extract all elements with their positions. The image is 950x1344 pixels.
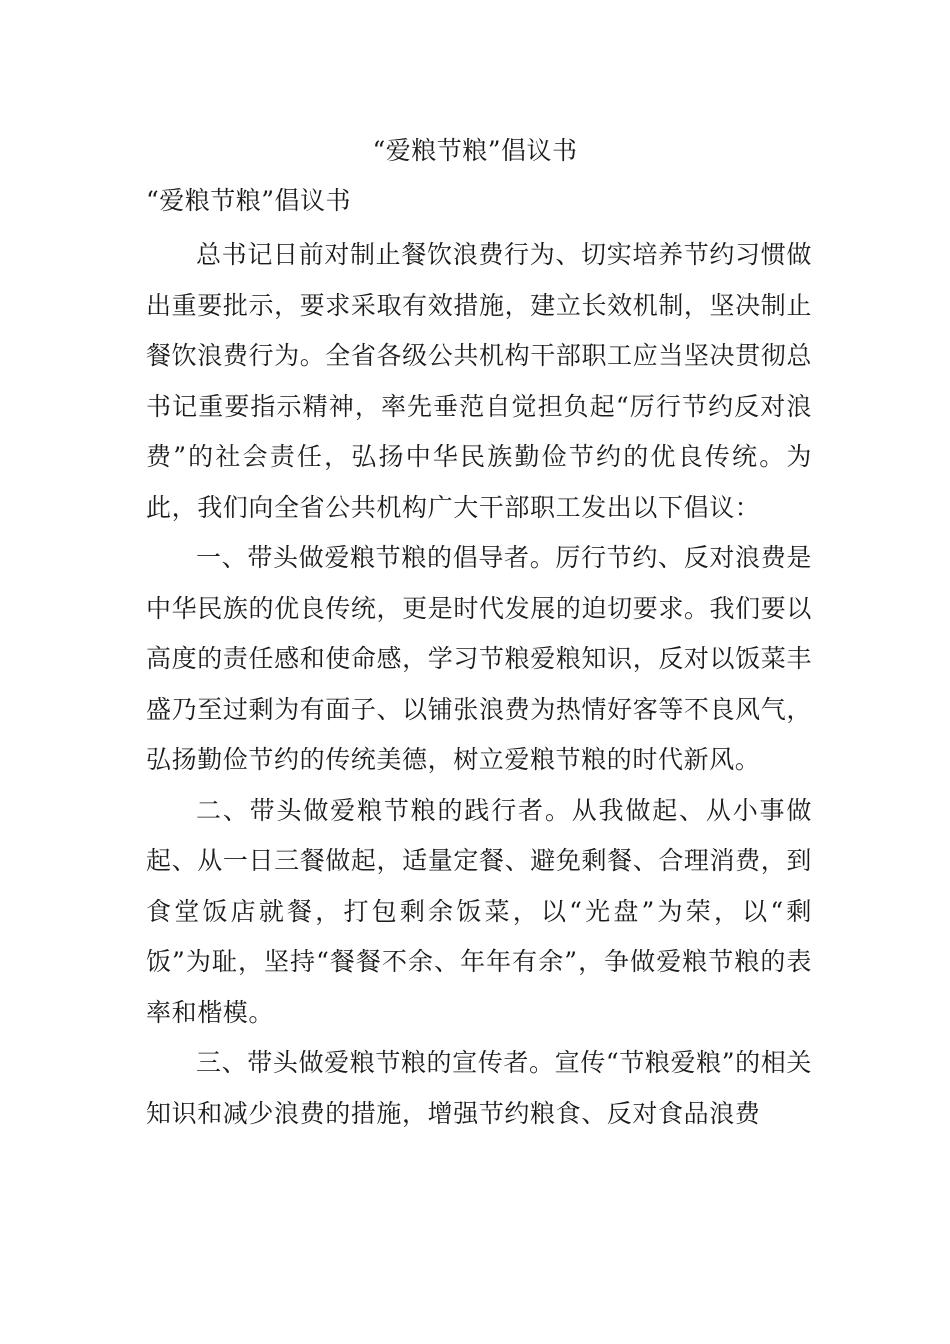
paragraph-item-1: 一、带头做爱粮节粮的倡导者。厉行节约、反对浪费是中华民族的优良传统，更是时代发展的迫切要求。我们要以高度的责任感和使命感，学习节粮爱粮知识，反对以饭菜丰盛乃至过剩为有面子、以铺张浪费为热情好客等不良风气，弘扬勤俭节约的传统美德，树立爱粮节粮的时代新风。	[146, 543, 812, 774]
paragraph-item-3: 三、带头做爱粮节粮的宣传者。宣传“节粮爱粮”的相关知识和减少浪费的措施，增强节约粮食、反对食品浪费	[146, 1048, 812, 1128]
document-body	[146, 230, 812, 1139]
paragraph-item-2: 二、带头做爱粮节粮的践行者。从我做起、从小事做起、从一日三餐做起，适量定餐、避免剩餐、合理消费，到食堂饭店就餐，打包剩余饭菜，以“光盘”为荣，以“剩饭”为耻，坚持“餐餐不余、年年有余”，争做爱粮节粮的表率和楷模。	[146, 795, 812, 1027]
document-title: “爱粮节粮”倡议书	[372, 136, 578, 165]
paragraph-intro: 总书记日前对制止餐饮浪费行为、切实培养节约习惯做出重要批示，要求采取有效措施，建立长效机制，坚决制止餐饮浪费行为。全省各级公共机构干部职工应当坚决贯彻总书记重要指示精神，率先垂范自觉担负起“厉行节约反对浪费”的社会责任，弘扬中华民族勤俭节约的优良传统。为此，我们向全省公共机构广大干部职工发出以下倡议：	[146, 240, 812, 522]
document-subtitle: “爱粮节粮”倡议书	[146, 186, 352, 215]
